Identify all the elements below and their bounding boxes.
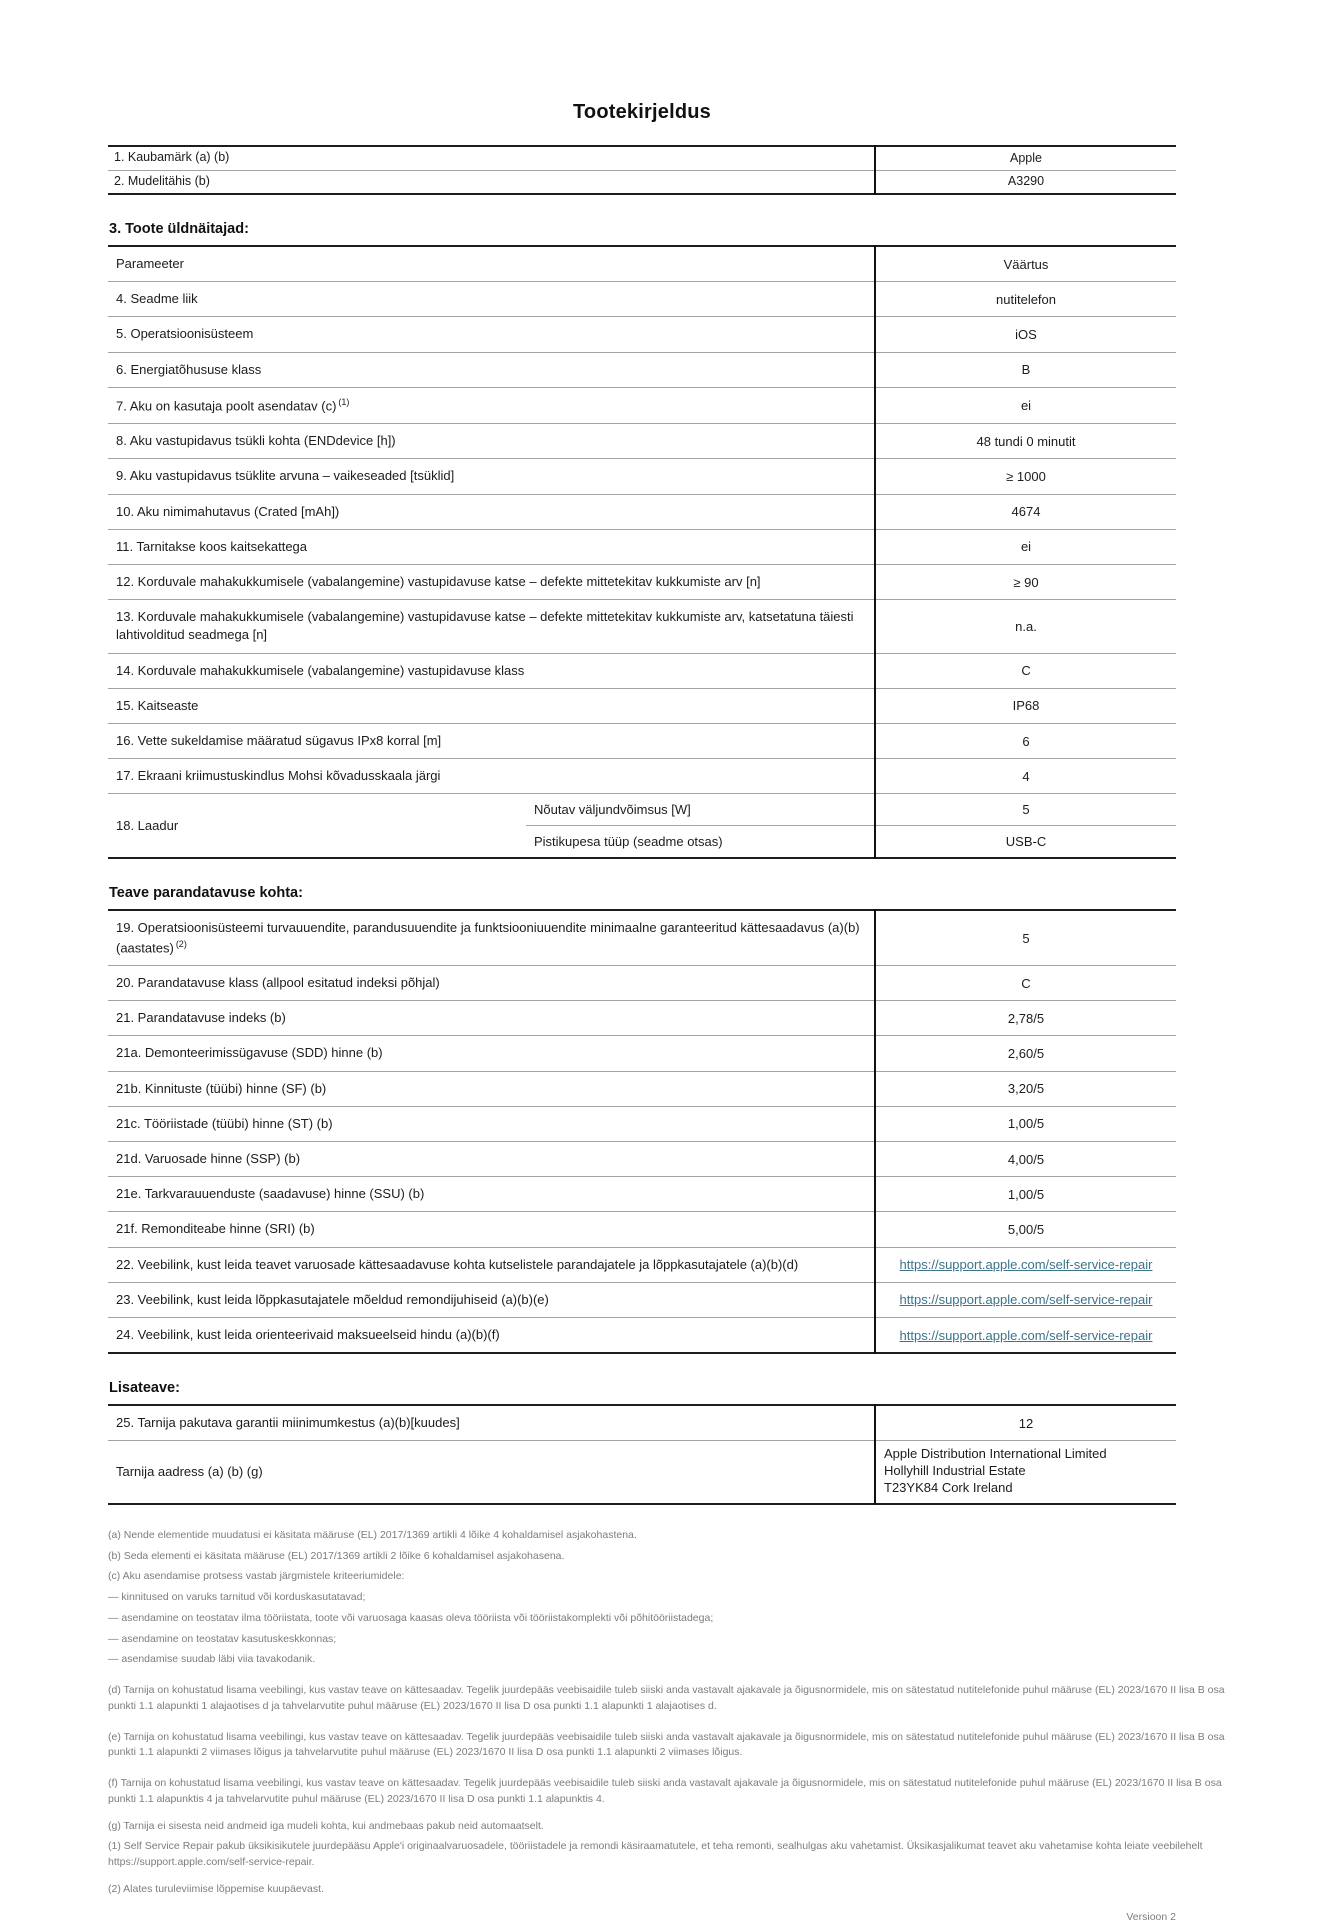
row-value: ≥ 90 [875,565,1176,600]
row-value: 2,60/5 [875,1036,1176,1071]
footnote-line: — asendamine on teostatav ilma tööriistata, toote või varuosaga kaasas oleva tööriista või tööriistakomplekti või põhitööriistadega; [108,1611,714,1624]
footnote-line: (e) Tarnija on kohustatud lisama veebilingi, kus vastav teave on kättesaadav. Tegelik juurdepääs veebisaidile tuleb siiski anda vastavalt ajakavale ja õigusnormidele, mis on sätestatud nutitelefonide puhul määruse (EL) 2023/1670 II lisa B osa punkti 1.1 alapunkti 2 viimases lõigus ja tahvelarvutite puhul määruse (EL) 2023/1670 II lisa D osa punkti 1.1 alapunkti 2 viimases lõigus. [108,1730,1225,1759]
row-label: 4. Seadme liik [108,282,875,317]
address-line: Apple Distribution International Limited [884,1446,1107,1462]
row-value: A3290 [875,170,1176,194]
table-row [108,688,1176,723]
row-value: ≥ 1000 [875,459,1176,494]
table-row [108,600,1176,653]
row-label: 1. Kaubamärk (a) (b) [114,150,230,164]
address-line: Hollyhill Industrial Estate [884,1463,1026,1479]
row-label: 11. Tarnitakse koos kaitsekattega [108,529,875,564]
version-label: Versioon 2 [1126,1910,1176,1923]
row-value: 48 tundi 0 minutit [875,424,1176,459]
row-value: 3,20/5 [875,1071,1176,1106]
table-header-row [108,246,1176,282]
row-label: 21a. Demonteerimissügavuse (SDD) hinne (b) [108,1036,875,1071]
table-row [108,759,1176,794]
row-value: 5 [875,910,1176,965]
row-label: 13. Korduvale mahakukkumisele (vabalangemine) vastupidavuse katse – defekte mittetekitav kukkumiste arv, katsetatuna täiesti lahtivolditud seadmega [n] [108,600,875,653]
footnote-ref-1: (1) [338,396,350,407]
table-row [108,1071,1176,1106]
general-table [108,245,1176,859]
footnotes [108,1528,1240,1898]
row-label: 7. Aku on kasutaja poolt asendatav (c) $^{(1)}$ [108,387,875,424]
footnote-line: (c) Aku asendamise protsess vastab järgmistele kriteeriumidele: [108,1570,405,1583]
row-label: Tarnija aadress (a) (b) (g) [108,1441,875,1504]
footnote-line: — kinnitused on varuks tarnitud või korduskasutatavad; [108,1591,366,1604]
table-row-charger [108,794,1176,826]
section-heading-additional: Lisateave: [109,1380,180,1397]
row-value [875,1282,1176,1317]
table-row [108,1001,1176,1036]
address-line: T23YK84 Cork Ireland [884,1480,1013,1496]
row-label: 2. Mudelitähis (b) [108,170,875,194]
row-label: 21. Parandatavuse indeks (b) [108,1001,875,1036]
row-label: 23. Veebilink, kust leida lõppkasutajatele mõeldud remondijuhiseid (a)(b)(e) [108,1282,875,1317]
column-header-parameter: Parameeter [116,256,184,271]
footnote-line: (1) Self Service Repair pakub üksikisikutele juurdepääsu Apple'i originaalvaruosadele, tööriistadele ja remondi käsiraamatutele, et teha remonti, sealhulgas aku vahetamist. Üksikasjalikumat teavet aku vahetamise kohta leiate veebilehelt https://support.apple.com/self-service-repair. [108,1840,1203,1869]
repair-table [108,909,1176,1354]
charger-subrow-value: USB-C [875,826,1176,859]
row-label: 6. Energiatõhususe klass [108,352,875,387]
row-value: 6 [875,723,1176,758]
table-row [108,494,1176,529]
footnote-line: (f) Tarnija on kohustatud lisama veebilingi, kus vastav teave on kättesaadav. Tegelik juurdepääs veebisaidile tuleb siiski anda vastavalt ajakavale ja õigusnormidele, mis on sätestatud nutitelefonide puhul määruse (EL) 2023/1670 II lisa B osa punkti 1.1 alapunktis 4 ja tahvelarvutite puhul määruse (EL) 2023/1670 II lisa D osa punkti 1.1 alapunktis 4. [108,1777,1222,1805]
supplier-address [875,1441,1176,1504]
additional-table [108,1404,1176,1505]
table-row [108,910,1176,965]
table-row [108,459,1176,494]
table-row [108,1317,1176,1353]
support-link[interactable]: https://support.apple.com/self-service-repair [899,1257,1153,1273]
row-label: 20. Parandatavuse klass (allpool esitatud indeksi põhjal) [108,966,875,1001]
charger-subrow-value: 5 [875,794,1176,826]
row-label: 8. Aku vastupidavus tsükli kohta (ENDdevice [h]) [108,424,875,459]
table-row [108,1036,1176,1071]
row-value: 4674 [875,494,1176,529]
table-row [108,170,1176,194]
section-heading-repair: Teave parandatavuse kohta: [109,885,303,902]
row-label: 14. Korduvale mahakukkumisele (vabalangemine) vastupidavuse klass [108,653,875,688]
charger-subrow-label: Pistikupesa tüüp (seadme otsas) [526,826,875,859]
row-label: 9. Aku vastupidavus tsüklite arvuna – vaikeseaded [tsüklid] [108,459,875,494]
table-row [108,1212,1176,1247]
row-label: 5. Operatsioonisüsteem [108,317,875,352]
table-row [108,723,1176,758]
row-label: 21c. Tööriistade (tüübi) hinne (ST) (b) [108,1106,875,1141]
row-label: 22. Veebilink, kust leida teavet varuosade kättesaadavuse kohta kutselistele parandajatele ja lõppkasutajatele (a)(b)(d) [108,1247,875,1282]
table-row [108,352,1176,387]
row-label: 17. Ekraani kriimustuskindlus Mohsi kõvadusskaala järgi [108,759,875,794]
row-label: 24. Veebilink, kust leida orienteerivaid maksueelseid hindu (a)(b)(f) [108,1317,875,1353]
table-row [108,1106,1176,1141]
row-value: ei [875,387,1176,424]
table-row [108,317,1176,352]
table-row [108,966,1176,1001]
footnote-line: (2) Alates turuleviimise lõppemise kuupäevast. [108,1882,324,1895]
charger-subrow-label: Nõutav väljundvõimsus [W] [526,794,875,826]
section-heading-general: 3. Toote üldnäitajad: [109,221,249,237]
row-value: C [875,966,1176,1001]
table-row [108,653,1176,688]
row-value: IP68 [875,688,1176,723]
row-value [875,1247,1176,1282]
row-value: C [875,653,1176,688]
table-row [108,146,1176,170]
row-label: 21f. Remonditeabe hinne (SRI) (b) [108,1212,875,1247]
row-label: 21e. Tarkvarauuenduste (saadavuse) hinne (SSU) (b) [108,1177,875,1212]
row-value: 4,00/5 [875,1141,1176,1176]
footnote-line: (d) Tarnija on kohustatud lisama veebilingi, kus vastav teave on kättesaadav. Tegelik juurdepääs veebisaidile tuleb siiski anda vastavalt ajakavale ja õigusnormidele, mis on sätestatud nutitelefonide puhul määruse (EL) 2023/1670 II lisa B osa punkti 1.1 alapunkti 1 alajaotises d ja tahvelarvutite puhul määruse (EL) 2023/1670 II lisa D osa punkti 1.1 alapunkti 1 alajaotises d. [108,1684,1225,1712]
table-row [108,1282,1176,1317]
footnote-line: — asendamise suudab läbi viia tavakodanik. [108,1653,316,1666]
row-label: 15. Kaitseaste [108,688,875,723]
column-header-value: Väärtus [875,246,1176,282]
row-value: 1,00/5 [875,1177,1176,1212]
table-row [108,1405,1176,1441]
row-label: 21d. Varuosade hinne (SSP) (b) [108,1141,875,1176]
page-title: Tootekirjeldus [572,101,711,123]
table-row [108,1247,1176,1282]
row-value: 2,78/5 [875,1001,1176,1036]
support-link[interactable]: https://support.apple.com/self-service-repair [899,1292,1153,1308]
row-value: 5,00/5 [875,1212,1176,1247]
footnote-line: (a) Nende elementide muudatusi ei käsitata määruse (EL) 2017/1369 artikli 4 lõike 4 kohaldamisel asjakohastena. [108,1528,637,1541]
row-value: B [875,352,1176,387]
footnote-ref-2: (2) [175,938,187,949]
table-row [108,424,1176,459]
footnote-line: (b) Seda elementi ei käsitata määruse (EL) 2017/1369 artikli 2 lõike 6 kohaldamisel asjakohasena. [108,1549,565,1562]
row-value: ei [875,529,1176,564]
row-label: 16. Vette sukeldamise määratud sügavus IPx8 korral [m] [108,723,875,758]
row-label: 12. Korduvale mahakukkumisele (vabalangemine) vastupidavuse katse – defekte mittetekitav kukkumiste arv [n] [108,565,875,600]
table-row [108,529,1176,564]
footnote-line: (g) Tarnija ei sisesta neid andmeid iga mudeli kohta, kui andmebaas pakub neid automaatselt. [108,1819,544,1832]
row-value: 1,00/5 [875,1106,1176,1141]
row-value: 12 [875,1405,1176,1441]
row-label: 25. Tarnija pakutava garantii miinimumkestus (a)(b)[kuudes] [116,1415,460,1431]
row-value: Apple [875,146,1176,170]
table-row [108,387,1176,424]
row-label: 21b. Kinnituste (tüübi) hinne (SF) (b) [108,1071,875,1106]
table-row [108,282,1176,317]
table-row [108,1141,1176,1176]
footnote-line: — asendamine on teostatav kasutuskeskkonnas; [108,1632,337,1645]
row-label: 10. Aku nimimahutavus (Crated [mAh]) [108,494,875,529]
id-table [108,145,1176,195]
row-value: iOS [875,317,1176,352]
table-row [108,1177,1176,1212]
row-value: 4 [875,759,1176,794]
table-row [108,565,1176,600]
table-row [108,1441,1176,1504]
row-value [875,1317,1176,1353]
support-link[interactable]: https://support.apple.com/self-service-repair [899,1327,1153,1343]
row-label: 19. Operatsioonisüsteemi turvauuendite, parandusuuendite ja funktsiooniuuendite minimaalne garanteeritud kättesaadavus (a)(b)(aastates) $^{(2)}$ [116,920,860,955]
row-value: nutitelefon [875,282,1176,317]
row-label: 18. Laadur [108,794,526,859]
row-value: n.a. [875,600,1176,653]
